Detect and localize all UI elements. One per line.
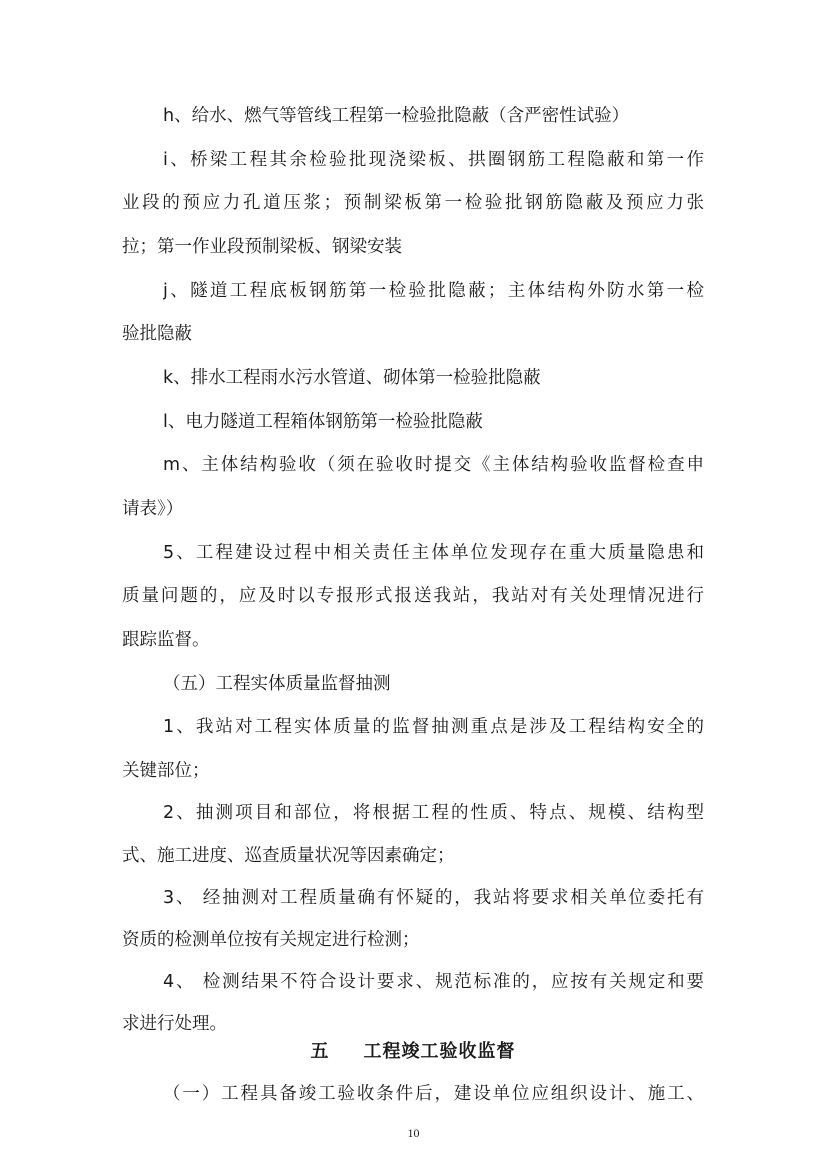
paragraph-line: 关键部位；: [122, 761, 210, 781]
paragraph-line: 验批隐蔽: [122, 324, 192, 344]
paragraph-line: 5、工程建设过程中相关责任主体单位发现存在重大质量隐患和: [163, 543, 704, 563]
paragraph-line: l、电力隧道工程箱体钢筋第一检验批隐蔽: [163, 412, 483, 432]
paragraph-line: 请表》）: [122, 499, 184, 519]
paragraph-line: i、桥梁工程其余检验批现浇梁板、拱圈钢筋工程隐蔽和第一作: [163, 150, 704, 170]
paragraph-line: 质量问题的，应及时以专报形式报送我站，我站对有关处理情况进行: [122, 586, 704, 606]
paragraph-line: 跟踪监督。: [122, 630, 210, 650]
paragraph-line: 4、 检测结果不符合设计要求、规范标准的，应按有关规定和要: [163, 972, 704, 992]
paragraph-line: k、排水工程雨水污水管道、砌体第一检验批隐蔽: [163, 368, 541, 388]
paragraph-line: m、主体结构验收（须在验收时提交《主体结构验收监督检查申: [163, 455, 704, 475]
section-title-text: 工程竣工验收监督: [363, 1041, 516, 1062]
paragraph-line: j、隧道工程底板钢筋第一检验批隐蔽；主体结构外防水第一检: [163, 281, 704, 301]
paragraph-line: 2、抽测项目和部位，将根据工程的性质、特点、规模、结构型: [163, 803, 704, 823]
page-number: 10: [407, 1126, 420, 1140]
paragraph-line: 1、我站对工程实体质量的监督抽测重点是涉及工程结构安全的: [163, 717, 704, 737]
subsection-heading: （五）工程实体质量监督抽测: [163, 674, 391, 694]
paragraph-line: h、给水、燃气等管线工程第一检验批隐蔽（含严密性试验）: [163, 106, 630, 126]
paragraph-line: 3、 经抽测对工程质量确有怀疑的，我站将要求相关单位委托有: [163, 888, 704, 908]
paragraph-line: （一）工程具备竣工验收条件后，建设单位应组织设计、施工、: [163, 1084, 704, 1104]
section-number: 五: [310, 1041, 330, 1062]
paragraph-line: 求进行处理。: [122, 1014, 227, 1034]
paragraph-line: 拉；第一作业段预制梁板、钢梁安装: [122, 237, 402, 257]
paragraph-line: 业段的预应力孔道压浆；预制梁板第一检验批钢筋隐蔽及预应力张: [122, 193, 704, 213]
section-title: [122, 1040, 704, 1064]
paragraph-line: 式、施工进度、巡查质量状况等因素确定；: [122, 846, 455, 866]
paragraph-line: 资质的检测单位按有关规定进行检测；: [122, 930, 420, 950]
